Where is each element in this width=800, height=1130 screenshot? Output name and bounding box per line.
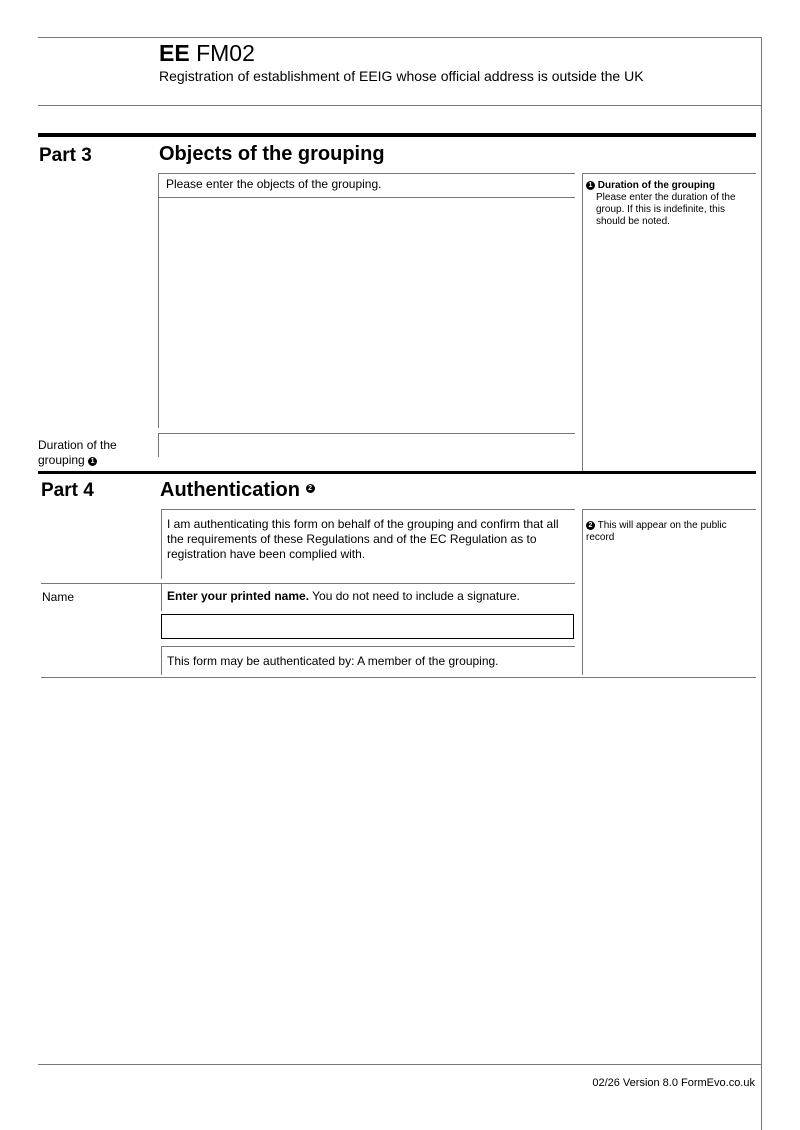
note-marker-2-icon: 2 xyxy=(586,521,595,530)
part4-top-rule xyxy=(38,471,756,474)
part3-note-left-rule xyxy=(582,173,583,471)
name-left-rule xyxy=(161,583,162,611)
duration-label xyxy=(38,438,148,468)
name-label: Name xyxy=(42,590,75,604)
authentication-statement: I am authenticating this form on behalf of the grouping and confirm that all the requirements of these Regulations and of the EC Regulation as to registration have been complied with. xyxy=(167,517,559,561)
objects-left-rule xyxy=(158,173,159,428)
form-code-prefix: EE xyxy=(159,40,190,66)
part3-note-heading-line xyxy=(586,180,756,192)
duration-label-text: Duration of the grouping xyxy=(38,438,117,467)
duration-input[interactable] xyxy=(160,435,574,456)
part4-title-marker-icon: 2 xyxy=(306,484,315,493)
part4-title-text: Authentication xyxy=(160,479,300,501)
header-top-rule xyxy=(38,37,761,38)
name-top-rule xyxy=(41,583,575,584)
duration-left-rule xyxy=(158,433,159,457)
name-instruction-rest: You do not need to include a signature. xyxy=(312,589,520,603)
form-code-number: FM02 xyxy=(196,40,255,66)
form-subtitle: Registration of establishment of EEIG whose official address is outside the UK xyxy=(159,68,644,84)
part3-top-rule xyxy=(38,133,756,137)
name-input[interactable] xyxy=(161,614,574,639)
part4-note-left-rule xyxy=(582,509,583,675)
note-marker-1-icon: 1 xyxy=(586,181,595,190)
objects-prompt-top-rule xyxy=(158,173,575,174)
part4-note xyxy=(586,520,736,544)
part3-note-top-rule xyxy=(582,173,756,174)
footer-version: 02/26 Version 8.0 FormEvo.co.uk xyxy=(592,1077,755,1089)
part3-note-text: Please enter the duration of the group. If this is indefinite, this should be noted. xyxy=(596,192,736,227)
header-bottom-rule xyxy=(38,105,761,106)
part3-note xyxy=(586,180,756,228)
form-code xyxy=(159,40,255,66)
part4-label: Part 4 xyxy=(41,480,94,501)
part4-note-top-rule xyxy=(582,509,756,510)
name-instruction-bold: Enter your printed name. xyxy=(167,589,310,603)
duration-top-rule xyxy=(158,433,575,434)
part3-title: Objects of the grouping xyxy=(159,143,385,165)
page-right-border xyxy=(761,37,762,1130)
authenticated-by-text: This form may be authenticated by: A member of the grouping. xyxy=(167,654,499,668)
part3-note-heading: Duration of the grouping xyxy=(597,180,715,191)
part3-label: Part 3 xyxy=(39,145,92,166)
statement-top-rule xyxy=(161,509,575,510)
duration-note-marker-icon: 1 xyxy=(88,457,97,466)
part4-note-text: This will appear on the public record xyxy=(586,520,727,543)
name-instruction xyxy=(167,589,520,604)
objects-prompt: Please enter the objects of the grouping. xyxy=(166,177,382,191)
objects-input[interactable] xyxy=(160,199,574,427)
objects-prompt-bottom-rule xyxy=(158,197,575,198)
authenticated-by-top-rule xyxy=(161,646,575,647)
footer-rule xyxy=(38,1064,761,1065)
part4-title xyxy=(160,478,315,502)
authenticated-by-left-rule xyxy=(161,646,162,675)
statement-left-rule xyxy=(161,509,162,579)
part4-bottom-rule xyxy=(41,677,756,678)
